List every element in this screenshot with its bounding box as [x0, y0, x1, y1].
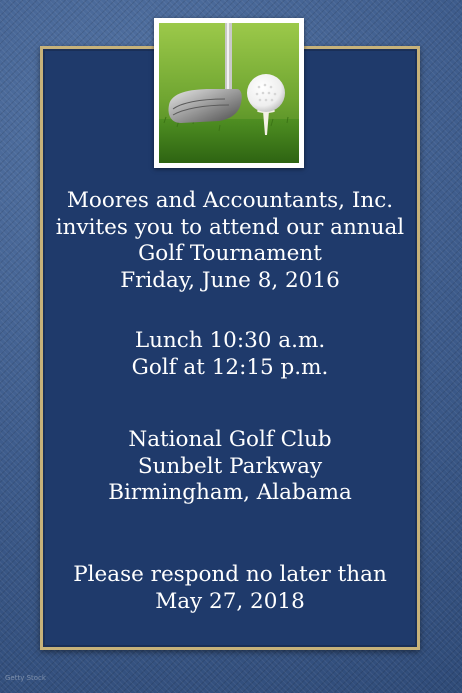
venue-city: Birmingham, Alabama	[108, 480, 352, 505]
golf-photo	[154, 18, 304, 168]
golf-club-ball-icon	[159, 23, 299, 163]
rsvp-block	[40, 562, 420, 615]
rsvp-date: May 27, 2018	[155, 588, 305, 614]
watermark: Getty Stock	[5, 674, 46, 682]
venue-name: National Golf Club	[128, 427, 332, 452]
event-date: Friday, June 8, 2016	[120, 267, 340, 293]
schedule-block	[40, 328, 420, 381]
company-name: Moores and Accountants, Inc.	[66, 188, 394, 213]
golf-time: Golf at 12:15 p.m.	[131, 354, 329, 380]
location-block	[40, 427, 420, 507]
venue-street: Sunbelt Parkway	[137, 453, 323, 479]
lunch-time: Lunch 10:30 a.m.	[134, 328, 326, 353]
rsvp-text: Please respond no later than	[73, 562, 387, 587]
invite-line: invites you to attend our annual	[55, 214, 405, 240]
invitation-heading	[40, 188, 420, 294]
event-name: Golf Tournament	[138, 241, 322, 266]
